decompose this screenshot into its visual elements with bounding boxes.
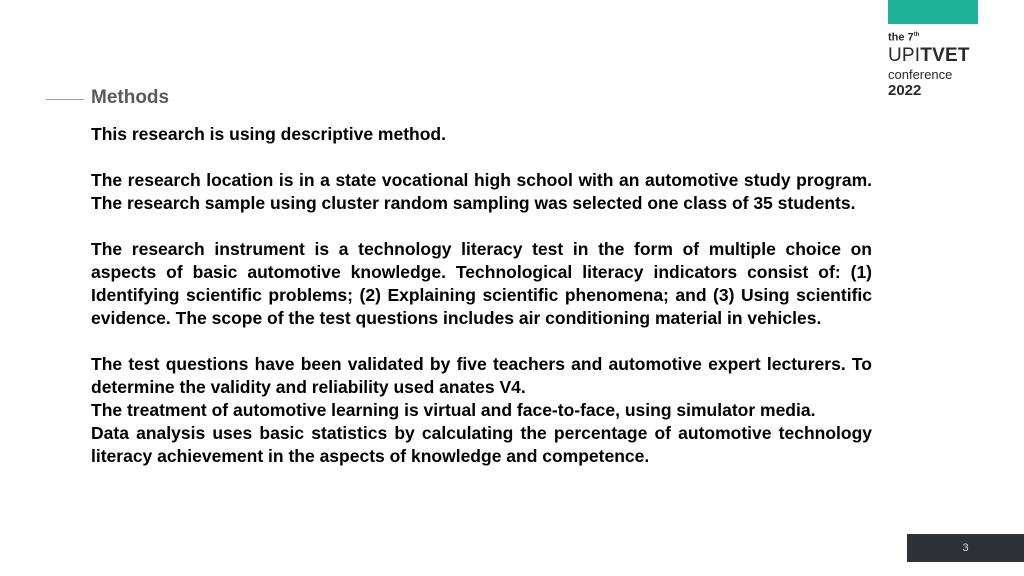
paragraph-validation: The test questions have been validated by five teachers and automotive expert lecturers. To determine the validity and reliability used anates V4. xyxy=(91,354,872,397)
heading-rule xyxy=(46,99,84,100)
paragraph-analysis: Data analysis uses basic statistics by calculating the percentage of automotive technology literacy achievement in the aspects of knowledge and competence. xyxy=(91,423,872,466)
logo-tvet-text: TVET xyxy=(920,44,970,66)
paragraph-location: The research location is in a state vocational high school with an automotive study program. The research sample using cluster random sampling was selected one class of 35 students. xyxy=(91,170,872,213)
accent-bar xyxy=(888,0,978,24)
conference-logo xyxy=(888,28,970,100)
paragraph-instrument: The research instrument is a technology literacy test in the form of multiple choice on aspects of basic automotive knowledge. Technological literacy indicators consist of: (1) Identifying scientific problems; (2) Explaining scientific phenomena; and (3) Using scientific evidence. The scope of the test questions includes air conditioning material in vehicles. xyxy=(91,239,872,328)
logo-year-text: 2022 xyxy=(888,81,922,99)
paragraph-method: This research is using descriptive method. xyxy=(91,124,446,144)
section-heading: Methods xyxy=(91,87,170,108)
content-body xyxy=(91,123,872,468)
logo-conference-text: conference xyxy=(888,66,953,82)
logo-superscript: th xyxy=(913,32,920,38)
logo-upi-text: UPI xyxy=(888,44,921,66)
page-number: 3 xyxy=(907,534,1024,562)
paragraph-treatment: The treatment of automotive learning is virtual and face-to-face, using simulator media. xyxy=(91,400,816,420)
logo-the-text: the 7 xyxy=(888,31,914,44)
